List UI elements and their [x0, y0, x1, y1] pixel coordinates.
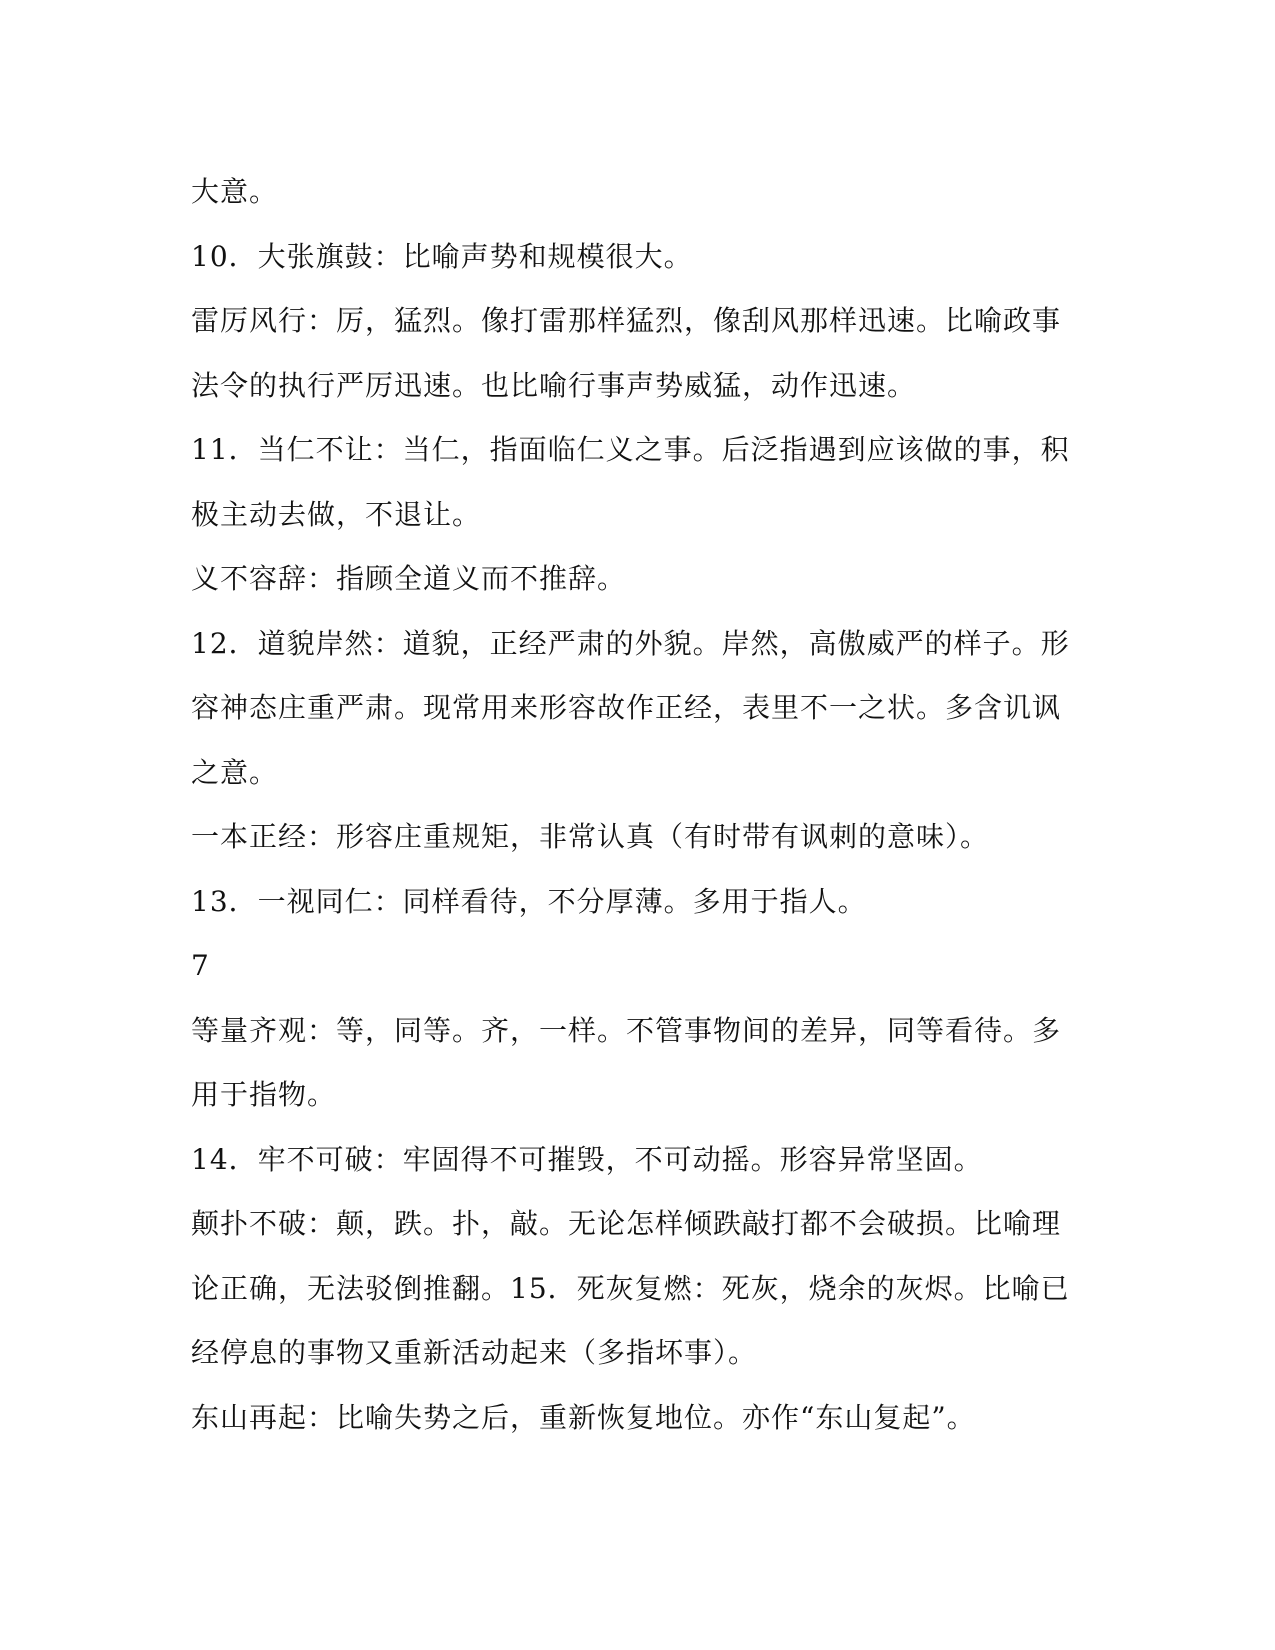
text-line: 10．大张旗鼓：比喻声势和规模很大。 — [191, 239, 693, 273]
text-line: 颠扑不破：颠，跌。扑，敲。无论怎样倾跌敲打都不会破损。比喻理 — [191, 1207, 1062, 1240]
text-line: 一本正经：形容庄重规矩，非常认真（有时带有讽刺的意味）。 — [191, 820, 990, 853]
text-line: 14．牢不可破：牢固得不可摧毁，不可动摇。形容异常坚固。 — [191, 1142, 983, 1176]
text-line: 13．一视同仁：同样看待，不分厚薄。多用于指人。 — [191, 884, 867, 918]
page-number: 7 — [191, 949, 210, 982]
text-line: 用于指物。 — [191, 1078, 337, 1111]
text-line: 等量齐观：等，同等。齐，一样。不管事物间的差异，同等看待。多 — [191, 1013, 1062, 1047]
text-line: 大意。 — [191, 175, 279, 208]
text-line: 论正确，无法驳倒推翻。15．死灰复燃：死灰，烧余的灰烬。比喻已 — [191, 1271, 1070, 1305]
document-body — [191, 160, 1091, 1450]
text-line: 容神态庄重严肃。现常用来形容故作正经，表里不一之状。多含讥讽 — [191, 691, 1062, 724]
text-line: 极主动去做，不退让。 — [191, 497, 482, 531]
text-line: 法令的执行严厉迅速。也比喻行事声势威猛，动作迅速。 — [191, 368, 917, 402]
text-line: 东山再起：比喻失势之后，重新恢复地位。亦作“东山复起”。 — [191, 1400, 976, 1434]
text-line: 12．道貌岸然：道貌，正经严肃的外貌。岸然，高傲威严的样子。形 — [191, 626, 1070, 660]
text-line: 11．当仁不让：当仁，指面临仁义之事。后泛指遇到应该做的事，积 — [191, 433, 1070, 466]
text-line: 之意。 — [191, 755, 279, 789]
text-line: 雷厉风行：厉，猛烈。像打雷那样猛烈，像刮风那样迅速。比喻政事 — [191, 304, 1062, 337]
text-line: 义不容辞：指顾全道义而不推辞。 — [191, 562, 627, 595]
text-line: 经停息的事物又重新活动起来（多指坏事）。 — [191, 1336, 758, 1369]
